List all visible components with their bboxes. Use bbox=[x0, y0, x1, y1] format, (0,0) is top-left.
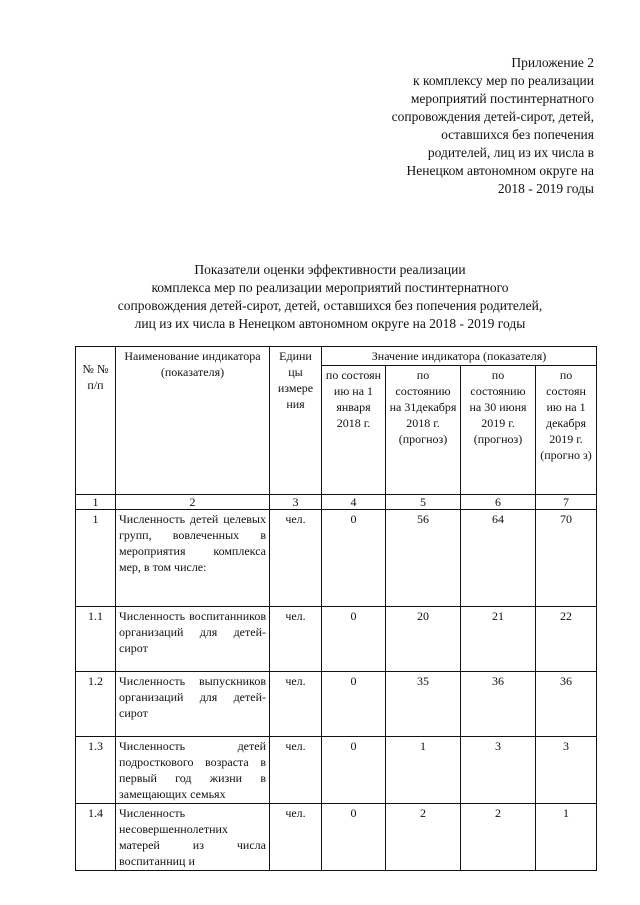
row-value: 1 bbox=[386, 737, 461, 804]
row-value: 36 bbox=[461, 672, 536, 737]
row-value: 0 bbox=[322, 804, 386, 871]
table-row bbox=[76, 607, 597, 672]
row-name: Численность воспитанников организаций для детей-сирот bbox=[116, 607, 270, 672]
header-unit: Едини цы измере ния bbox=[270, 347, 322, 495]
header-period: по состоян ию на 1 декабря 2019 г. (прогно з) bbox=[536, 366, 597, 495]
appendix-line: Ненецком автономном округе на bbox=[406, 163, 594, 178]
row-value: 20 bbox=[386, 607, 461, 672]
header-period: по состоянию на 30 июня 2019 г. (прогноз) bbox=[461, 366, 536, 495]
appendix-line: к комплексу мер по реализации bbox=[413, 73, 594, 88]
row-value: 36 bbox=[536, 672, 597, 737]
appendix-line: Приложение 2 bbox=[511, 55, 594, 70]
row-value: 70 bbox=[536, 510, 597, 607]
row-value: 0 bbox=[322, 510, 386, 607]
row-unit: чел. bbox=[270, 737, 322, 804]
row-value: 22 bbox=[536, 607, 597, 672]
table-row bbox=[76, 737, 597, 804]
row-num: 1.1 bbox=[76, 607, 116, 672]
row-unit: чел. bbox=[270, 510, 322, 607]
appendix-line: сопровождения детей-сирот, детей, bbox=[391, 109, 594, 124]
title-line: лиц из их числа в Ненецком автономном округе на 2018 - 2019 годы bbox=[134, 316, 526, 331]
row-value: 21 bbox=[461, 607, 536, 672]
column-index: 7 bbox=[536, 495, 597, 510]
row-value: 0 bbox=[322, 607, 386, 672]
column-index: 6 bbox=[461, 495, 536, 510]
row-value: 2 bbox=[461, 804, 536, 871]
table-row bbox=[76, 804, 597, 871]
row-value: 35 bbox=[386, 672, 461, 737]
row-value: 0 bbox=[322, 672, 386, 737]
appendix-block bbox=[334, 54, 594, 198]
title-line: сопровождения детей-сирот, детей, оставшихся без попечения родителей, bbox=[117, 298, 543, 313]
row-name: Численность детей целевых групп, вовлеченных в мероприятия комплекса мер, в том числе: bbox=[116, 510, 270, 607]
appendix-line: оставшихся без попечения bbox=[441, 127, 594, 142]
table-row bbox=[76, 672, 597, 737]
column-index-row bbox=[76, 495, 597, 510]
column-index: 2 bbox=[116, 495, 270, 510]
row-num: 1.4 bbox=[76, 804, 116, 871]
row-name: Численность несовершеннолетних матерей из числа воспитанниц и bbox=[116, 804, 270, 871]
title-line: Показатели оценки эффективности реализации bbox=[194, 262, 466, 277]
indicators-table bbox=[75, 346, 597, 871]
row-value: 2 bbox=[386, 804, 461, 871]
column-index: 4 bbox=[322, 495, 386, 510]
header-period: по состоян ию на 1 января 2018 г. bbox=[322, 366, 386, 495]
table-row bbox=[76, 510, 597, 607]
column-index: 1 bbox=[76, 495, 116, 510]
row-unit: чел. bbox=[270, 607, 322, 672]
appendix-line: родителей, лиц из их числа в bbox=[427, 145, 594, 160]
column-index: 3 bbox=[270, 495, 322, 510]
appendix-line: 2018 - 2019 годы bbox=[497, 181, 594, 196]
appendix-line: мероприятий постинтернатного bbox=[410, 91, 594, 106]
header-period: по состоянию на 31декабря 2018 г. (прогноз) bbox=[386, 366, 461, 495]
header-num: № № п/п bbox=[76, 347, 116, 495]
row-unit: чел. bbox=[270, 804, 322, 871]
row-value: 3 bbox=[461, 737, 536, 804]
row-unit: чел. bbox=[270, 672, 322, 737]
header-name: Наименование индикатора (показателя) bbox=[116, 347, 270, 495]
row-value: 3 bbox=[536, 737, 597, 804]
column-index: 5 bbox=[386, 495, 461, 510]
row-name: Численность детей подросткового возраста в первый год жизни в замещающих семьях bbox=[116, 737, 270, 804]
row-value: 1 bbox=[536, 804, 597, 871]
row-value: 0 bbox=[322, 737, 386, 804]
row-num: 1.2 bbox=[76, 672, 116, 737]
row-value: 64 bbox=[461, 510, 536, 607]
row-value: 56 bbox=[386, 510, 461, 607]
row-name: Численность выпускников организаций для детей-сирот bbox=[116, 672, 270, 737]
header-value-group: Значение индикатора (показателя) bbox=[322, 347, 597, 366]
row-num: 1 bbox=[76, 510, 116, 607]
title-line: комплекса мер по реализации мероприятий постинтернатного bbox=[151, 280, 509, 295]
document-title bbox=[60, 261, 600, 333]
row-num: 1.3 bbox=[76, 737, 116, 804]
table-header-row bbox=[76, 347, 597, 366]
